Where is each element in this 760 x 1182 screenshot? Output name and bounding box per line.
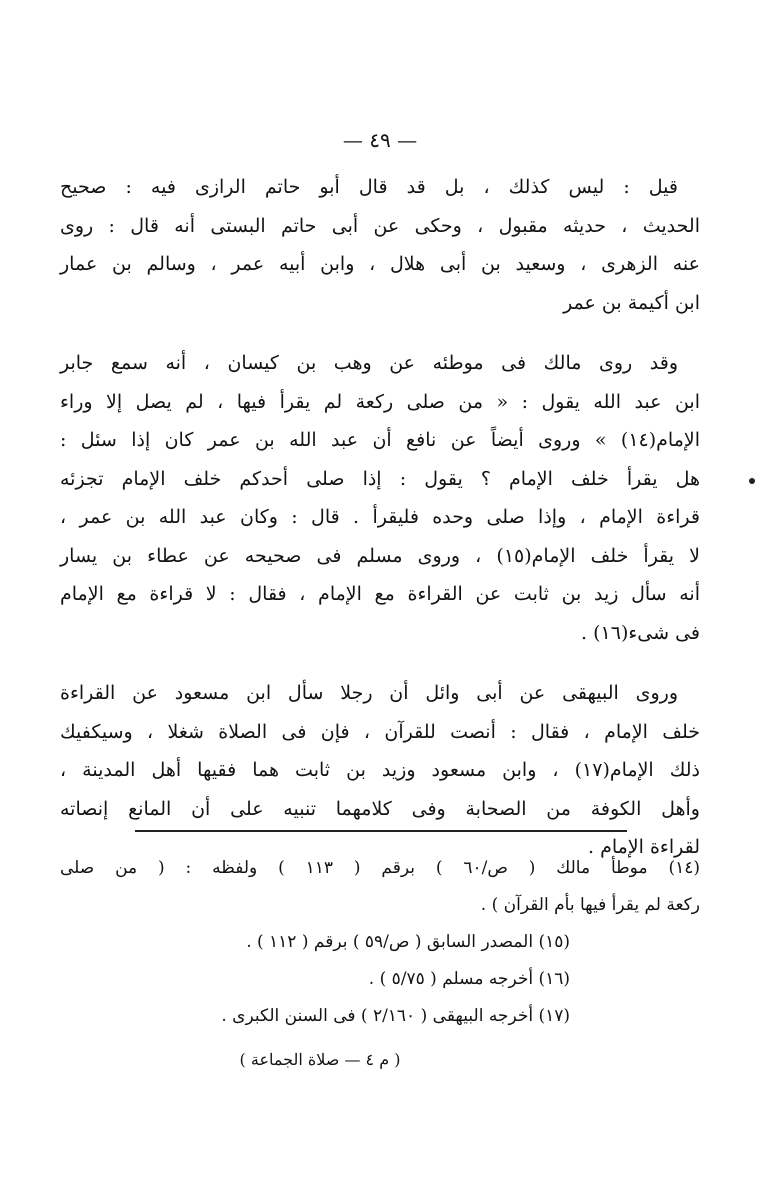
page-number: — ٤٩ — bbox=[342, 128, 418, 152]
text-line: هل يقرأ خلف الإمام ؟ يقول : إذا صلى أحدكم خلف الإمام تجزئه bbox=[60, 467, 700, 490]
text-line: ابن عبد الله يقول : « من صلى ركعة لم يقرأ فيها ، لم يصل إلا وراء bbox=[60, 390, 700, 413]
footnote-17: (١٧) أخرجه البيهقى ( ٢/١٦٠ ) فى السنن الكبرى . bbox=[221, 1006, 570, 1026]
text-line: لا يقرأ خلف الإمام(١٥) ، وروى مسلم فى صحيحه عن عطاء بن يسار bbox=[60, 544, 701, 567]
footnote-15: (١٥) المصدر السابق ( ص/٥٩ ) برقم ( ١١٢ ) . bbox=[246, 932, 570, 952]
text-line: فى شىء(١٦) . bbox=[581, 621, 700, 644]
text-line: لقراءة الإمام . bbox=[587, 836, 700, 858]
signature-mark: ( م ٤ — صلاة الجماعة ) bbox=[239, 1050, 401, 1069]
margin-dot bbox=[749, 478, 755, 484]
text-line: وأهل الكوفة من الصحابة وفى كلامهما تنبيه على أن المانع إنصاته bbox=[60, 797, 700, 820]
text-line: الحديث ، حديثه مقبول ، وحكى عن أبى حاتم البستى أنه قال : روى bbox=[60, 214, 700, 237]
text-line: عنه الزهرى ، وسعيد بن أبى هلال ، وابن أبيه عمر ، وسالم بن عمار bbox=[60, 253, 700, 275]
main-text bbox=[60, 168, 700, 889]
footnote-14-continuation: ركعة لم يقرأ فيها بأم القرآن ) . bbox=[480, 895, 700, 915]
footnote-16: (١٦) أخرجه مسلم ( ٥/٧٥ ) . bbox=[368, 969, 570, 989]
paragraph-2 bbox=[60, 344, 700, 652]
text-line: ذلك الإمام(١٧) ، وابن مسعود وزيد بن ثابت هما فقيها أهل المدينة ، bbox=[60, 759, 701, 781]
text-line: ابن أكيمة بن عمر bbox=[563, 291, 700, 314]
paragraph-1 bbox=[60, 168, 700, 322]
text-line: أنه سأل زيد بن ثابت عن القراءة مع الإمام ، فقال : لا قراءة مع الإمام bbox=[60, 583, 700, 605]
text-line: قيل : ليس كذلك ، بل قد قال أبو حاتم الرازى فيه : صحيح bbox=[60, 176, 678, 198]
text-line: قراءة الإمام ، وإذا صلى وحده فليقرأ . قال : وكان عبد الله بن عمر ، bbox=[60, 506, 700, 528]
paragraph-3 bbox=[60, 674, 700, 867]
footnotes bbox=[60, 850, 700, 1035]
footnote-divider bbox=[135, 830, 627, 832]
text-line: وروى البيهقى عن أبى وائل أن رجلا سأل ابن مسعود عن القراءة bbox=[60, 682, 679, 704]
text-line: وقد روى مالك فى موطئه عن وهب بن كيسان ، أنه سمع جابر bbox=[60, 352, 678, 374]
text-line: خلف الإمام ، فقال : أنصت للقرآن ، فإن فى الصلاة شغلا ، وسيكفيك bbox=[60, 720, 700, 743]
text-line: الإمام(١٤) » وروى أيضاً عن نافع أن عبد الله بن عمر كان إذا سئل : bbox=[60, 429, 700, 451]
footnote-14: (١٤) موطأ مالك ( ص/٦٠ ) برقم ( ١١٣ ) ولفظه : ( من صلى bbox=[60, 858, 700, 878]
